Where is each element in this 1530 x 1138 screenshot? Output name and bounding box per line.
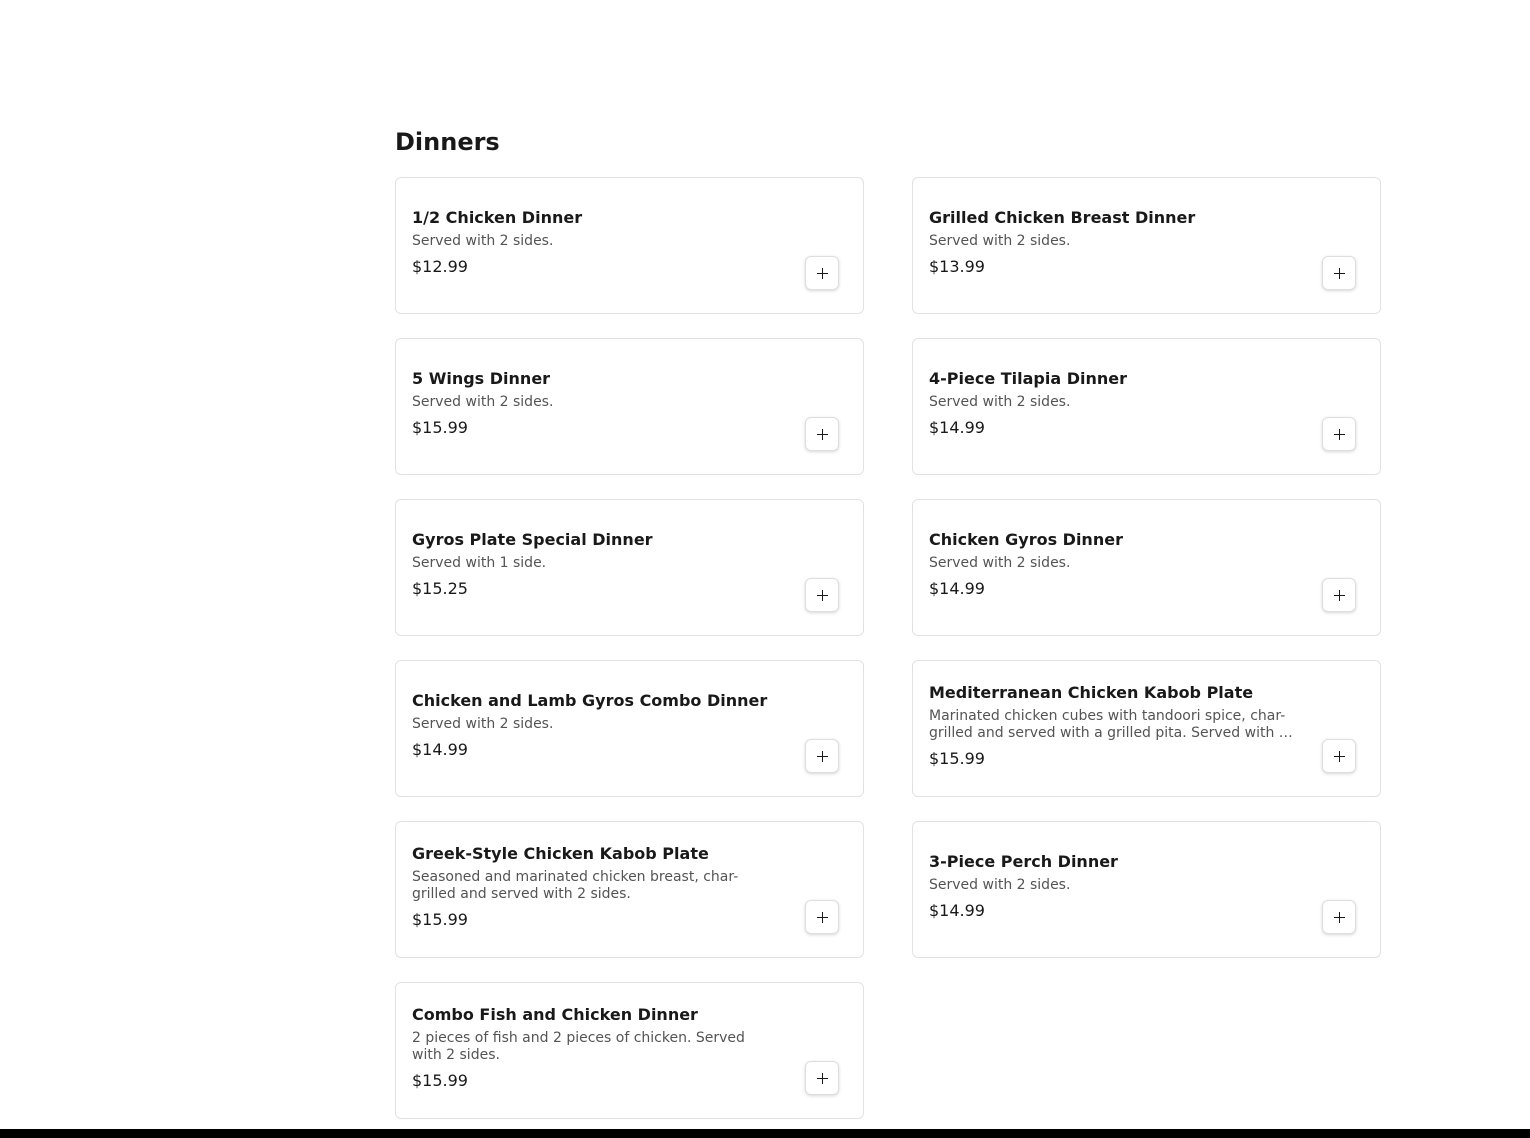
dinners-section bbox=[395, 124, 1381, 1090]
plus-icon bbox=[1334, 751, 1345, 762]
add-item-button[interactable] bbox=[1322, 578, 1356, 612]
bottom-bar bbox=[0, 1129, 1530, 1138]
menu-item-card[interactable] bbox=[395, 338, 864, 475]
menu-item-card[interactable] bbox=[912, 499, 1381, 636]
add-item-button[interactable] bbox=[805, 256, 839, 290]
item-description: Served with 1 side. bbox=[412, 555, 547, 571]
item-description: Served with 2 sides. bbox=[929, 555, 1071, 571]
plus-icon bbox=[1334, 429, 1345, 440]
add-item-button[interactable] bbox=[805, 417, 839, 451]
add-item-button[interactable] bbox=[1322, 900, 1356, 934]
menu-item-card[interactable] bbox=[912, 338, 1381, 475]
item-price: $12.99 bbox=[412, 257, 468, 276]
item-price: $15.99 bbox=[929, 748, 985, 768]
plus-icon bbox=[1334, 268, 1345, 279]
item-name: 1/2 Chicken Dinner bbox=[412, 208, 583, 227]
item-price: $13.99 bbox=[929, 257, 985, 276]
menu-item-card[interactable] bbox=[395, 177, 864, 314]
item-name: Combo Fish and Chicken Dinner bbox=[412, 1004, 698, 1024]
item-price: $15.99 bbox=[412, 1070, 468, 1090]
item-price: $14.99 bbox=[412, 740, 468, 759]
item-description: Served with 2 sides. bbox=[412, 394, 554, 410]
menu-item-card[interactable] bbox=[395, 821, 864, 958]
item-name: Mediterranean Chicken Kabob Plate bbox=[929, 682, 1254, 702]
menu-item-card[interactable] bbox=[912, 177, 1381, 314]
item-name: Grilled Chicken Breast Dinner bbox=[929, 208, 1196, 227]
plus-icon bbox=[817, 590, 828, 601]
menu-item-card[interactable] bbox=[395, 982, 864, 1119]
item-description: Served with 2 sides. bbox=[412, 233, 554, 249]
plus-icon bbox=[817, 751, 828, 762]
section-title: Dinners bbox=[395, 128, 500, 156]
item-name: 5 Wings Dinner bbox=[412, 369, 551, 388]
item-description: 2 pieces of fish and 2 pieces of chicken. Served with 2 sides. bbox=[412, 1029, 745, 1063]
add-item-button[interactable] bbox=[805, 739, 839, 773]
menu-item-card[interactable] bbox=[912, 821, 1381, 958]
plus-icon bbox=[817, 912, 828, 923]
item-price: $15.99 bbox=[412, 418, 468, 437]
add-item-button[interactable] bbox=[1322, 739, 1356, 773]
menu-item-card[interactable] bbox=[912, 660, 1381, 797]
plus-icon bbox=[1334, 590, 1345, 601]
plus-icon bbox=[817, 1073, 828, 1084]
item-price: $15.25 bbox=[412, 579, 468, 598]
item-name: Gyros Plate Special Dinner bbox=[412, 530, 653, 549]
item-name: Chicken and Lamb Gyros Combo Dinner bbox=[412, 691, 768, 710]
menu-item-card[interactable] bbox=[395, 499, 864, 636]
menu-item-grid bbox=[395, 177, 1381, 1119]
item-description: Served with 2 sides. bbox=[412, 716, 554, 732]
item-price: $15.99 bbox=[412, 909, 468, 929]
item-price: $14.99 bbox=[929, 579, 985, 598]
add-item-button[interactable] bbox=[1322, 417, 1356, 451]
item-description: Marinated chicken cubes with tandoori spice, char-grilled and served with a grilled pita. Served with 2 bbox=[929, 707, 1288, 741]
item-price: $14.99 bbox=[929, 418, 985, 437]
item-description: Seasoned and marinated chicken breast, char-grilled and served with 2 sides. bbox=[412, 868, 739, 902]
item-description: Served with 2 sides. bbox=[929, 394, 1071, 410]
item-name: 3-Piece Perch Dinner bbox=[929, 852, 1118, 871]
item-name: 4-Piece Tilapia Dinner bbox=[929, 369, 1128, 388]
add-item-button[interactable] bbox=[805, 900, 839, 934]
item-description: Served with 2 sides. bbox=[929, 233, 1071, 249]
add-item-button[interactable] bbox=[805, 578, 839, 612]
add-item-button[interactable] bbox=[1322, 256, 1356, 290]
item-price: $14.99 bbox=[929, 901, 985, 920]
item-description: Served with 2 sides. bbox=[929, 877, 1071, 893]
plus-icon bbox=[817, 429, 828, 440]
item-name: Greek-Style Chicken Kabob Plate bbox=[412, 843, 709, 863]
plus-icon bbox=[817, 268, 828, 279]
item-name: Chicken Gyros Dinner bbox=[929, 530, 1123, 549]
menu-item-card[interactable] bbox=[395, 660, 864, 797]
plus-icon bbox=[1334, 912, 1345, 923]
add-item-button[interactable] bbox=[805, 1061, 839, 1095]
